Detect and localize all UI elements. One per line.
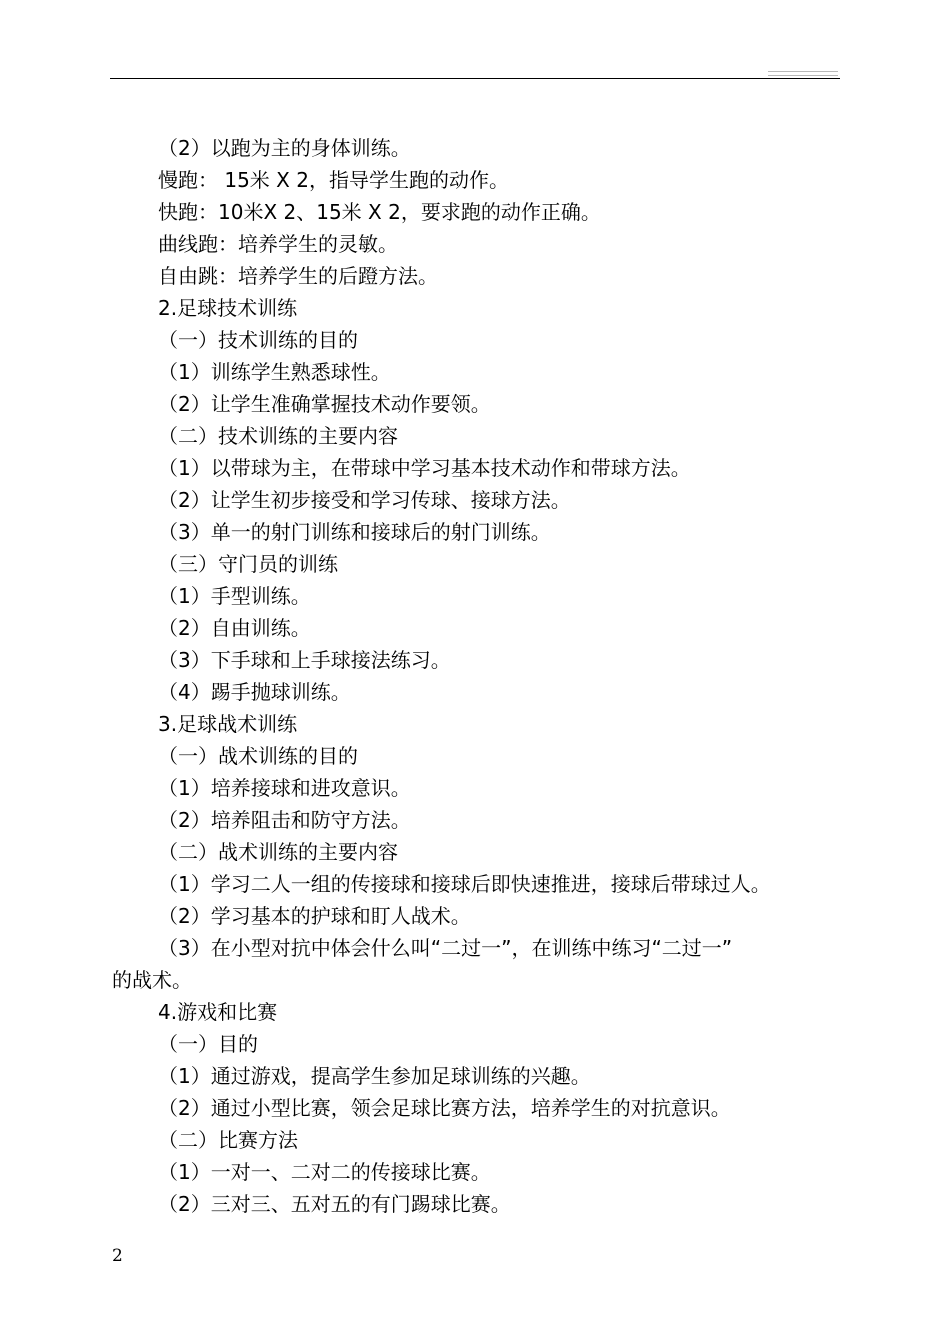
subsection-heading: （二）战术训练的主要内容 [158,840,398,864]
text-line: （2）以跑为主的身体训练。 [158,136,411,160]
text-line: （1）培养接球和进攻意识。 [158,776,411,800]
header-mark [768,71,838,76]
text-line: 慢跑： 15米 X 2，指导学生跑的动作。 [158,168,509,192]
text-line: 快跑：10米X 2、15米 X 2，要求跑的动作正确。 [158,200,601,224]
text-line: （1）一对一、二对二的传接球比赛。 [158,1160,491,1184]
section-heading: 3.足球战术训练 [158,712,298,736]
text-line: （4）踢手抛球训练。 [158,680,351,704]
text-line: （2）三对三、五对五的有门踢球比赛。 [158,1192,511,1216]
text-line: （2）让学生初步接受和学习传球、接球方法。 [158,488,571,512]
text-line: （3）在小型对抗中体会什么叫“二过一”，在训练中练习“二过一” [158,936,733,960]
subsection-heading: （三）守门员的训练 [158,552,338,576]
text-line: （1）手型训练。 [158,584,311,608]
text-line: （3）下手球和上手球接法练习。 [158,648,451,672]
text-line: 自由跳：培养学生的后蹬方法。 [158,264,438,288]
text-line: 的战术。 [112,968,192,992]
text-line: （2）学习基本的护球和盯人战术。 [158,904,471,928]
text-line: （2）通过小型比赛，领会足球比赛方法，培养学生的对抗意识。 [158,1096,731,1120]
text-line: （2）让学生准确掌握技术动作要领。 [158,392,491,416]
text-line: （3）单一的射门训练和接球后的射门训练。 [158,520,551,544]
text-line: （1）学习二人一组的传接球和接球后即快速推进，接球后带球过人。 [158,872,771,896]
text-line: （1）以带球为主，在带球中学习基本技术动作和带球方法。 [158,456,691,480]
text-line: （2）自由训练。 [158,616,311,640]
section-heading: 4.游戏和比赛 [158,1000,278,1024]
subsection-heading: （二）比赛方法 [158,1128,298,1152]
page-number: 2 [112,1246,123,1266]
text-line: （1）训练学生熟悉球性。 [158,360,391,384]
subsection-heading: （二）技术训练的主要内容 [158,424,398,448]
header-rule [110,78,840,79]
subsection-heading: （一）技术训练的目的 [158,328,358,352]
section-heading: 2.足球技术训练 [158,296,298,320]
subsection-heading: （一）战术训练的目的 [158,744,358,768]
subsection-heading: （一）目的 [158,1032,258,1056]
text-line: （1）通过游戏，提高学生参加足球训练的兴趣。 [158,1064,591,1088]
text-line: 曲线跑：培养学生的灵敏。 [158,232,398,256]
text-line: （2）培养阻击和防守方法。 [158,808,411,832]
